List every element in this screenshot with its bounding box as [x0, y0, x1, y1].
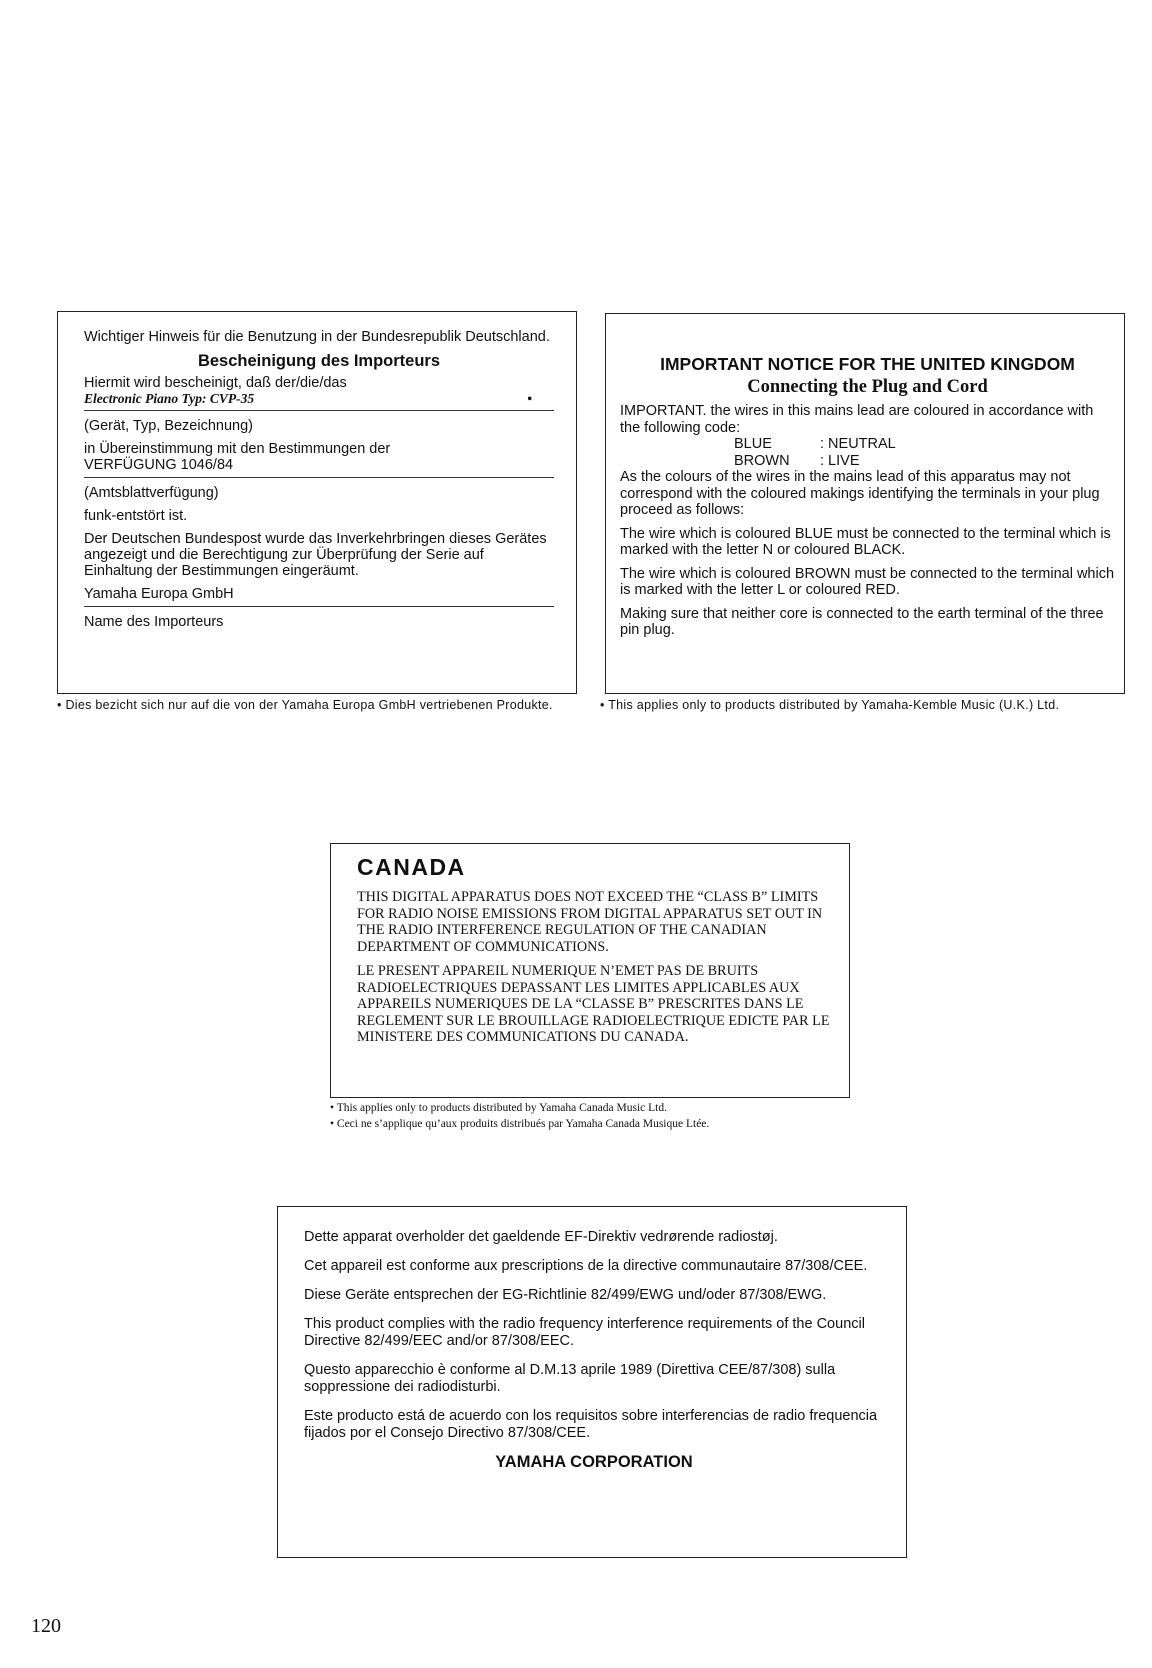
uk-paragraph-blue: The wire which is coloured BLUE must be connected to the terminal which is marked with the letter N or coloured BLACK. [620, 525, 1111, 558]
uk-paragraph-code: IMPORTANT. the wires in this mains lead are coloured in accordance with the following code: [620, 403, 1094, 436]
german-gazette-caption: (Amtsblattverfügung) [84, 485, 219, 501]
canada-french-text: LE PRESENT APPAREIL NUMERIQUE N’EMET PAS DE BRUITS RADIOELECTRIQUES DEPASSANT LES LIMITES APPLICABLES AUX APPAREILS NUMERIQUES DE LA “CLASSE B” PRESCRITES DANS LE REGLEMENT SUR LE BROUILLAGE RADIOELECTRIQUE EDICTE PAR LE MINISTERE DES COMMUNICATIONS DU CANADA. [357, 963, 830, 1045]
german-certify-line: Hiermit wird bescheinigt, daß der/die/das [84, 375, 347, 391]
eu-danish-text: Dette apparat overholder det gaeldende EF-Direktiv vedrørende radiostøj. [304, 1229, 778, 1245]
german-regulation-field: VERFÜGUNG 1046/84 [84, 457, 554, 478]
wire-meaning: : NEUTRAL [820, 436, 896, 452]
german-importer-caption: Name des Importeurs [84, 614, 224, 630]
uk-notice-heading: IMPORTANT NOTICE FOR THE UNITED KINGDOM [660, 354, 1075, 374]
canada-note-english: • This applies only to products distributed by Yamaha Canada Music Ltd. [330, 1102, 667, 1114]
wire-color: BLUE [734, 436, 772, 452]
wire-code-row [620, 436, 1115, 453]
eu-spanish-text: Este producto está de acuerdo con los requisitos sobre interferencias de radio frequencia fijados por el Consejo Directivo 87/308/CEE. [304, 1408, 878, 1441]
uk-notice-subheading: Connecting the Plug and Cord [747, 376, 988, 397]
german-post-notice: Der Deutschen Bundespost wurde das Inverkehrbringen dieses Gerätes angezeigt und die Berechtigung zur Überprüfung der Serie auf Einhaltung der Bestimmungen eingeräumt. [84, 531, 547, 579]
uk-notice-box [605, 313, 1125, 694]
canada-note-french: • Ceci ne s’applique qu’aux produits distribués par Yamaha Canada Musique Ltée. [330, 1118, 710, 1130]
canada-notice-box [330, 843, 850, 1098]
german-field-dot: • [527, 391, 532, 406]
wire-code-row [620, 453, 1115, 470]
wire-color: BROWN [734, 452, 790, 469]
eu-french-text: Cet appareil est conforme aux prescriptions de la directive communautaire 87/308/CEE. [304, 1258, 868, 1274]
german-intro-text: Wichtiger Hinweis für die Benutzung in der Bundesrepublik Deutschland. [84, 329, 550, 345]
eu-english-text: This product complies with the radio frequency interference requirements of the Council Directive 82/499/EEC and/or 87/308/EEC. [304, 1316, 865, 1349]
uk-paragraph-colours: As the colours of the wires in the mains lead of this apparatus may not correspond with the coloured makings identifying the terminals in your plug proceed as follows: [620, 469, 1100, 518]
canada-english-text: THIS DIGITAL APPARATUS DOES NOT EXCEED THE “CLASS B” LIMITS FOR RADIO NOISE EMISSIONS FROM DIGITAL APPARATUS SET OUT IN THE RADIO INTERFERENCE REGULATION OF THE CANADIAN DEPARTMENT OF COMMUNICATIONS. [357, 889, 823, 955]
german-product-value: Electronic Piano Typ: CVP-35 [84, 391, 255, 406]
german-conformity-text: in Übereinstimmung mit den Bestimmungen der [84, 441, 391, 457]
german-certificate-heading: Bescheinigung des Importeurs [197, 352, 441, 370]
german-interference-text: funk-entstört ist. [84, 508, 188, 524]
page-number: 120 [31, 1615, 61, 1637]
uk-paragraph-earth: Making sure that neither core is connected to the earth terminal of the three pin plug. [620, 605, 1104, 638]
eu-italian-text: Questo apparecchio è conforme al D.M.13 aprile 1989 (Direttiva CEE/87/308) sulla soppressione dei radiodisturbi. [304, 1362, 836, 1395]
wire-meaning: : LIVE [820, 452, 860, 469]
german-product-field [84, 391, 554, 411]
german-footnote: • Dies bezicht sich nur auf die von der Yamaha Europa GmbH vertriebenen Produkte. [57, 698, 553, 712]
yamaha-corporation-label: YAMAHA CORPORATION [495, 1453, 693, 1471]
eu-directive-box [277, 1206, 907, 1558]
german-device-caption: (Gerät, Typ, Bezeichnung) [84, 418, 253, 434]
eu-german-text: Diese Geräte entsprechen der EG-Richtlinie 82/499/EWG und/oder 87/308/EWG. [304, 1287, 827, 1303]
german-importer-field: Yamaha Europa GmbH [84, 586, 554, 607]
uk-paragraph-brown: The wire which is coloured BROWN must be connected to the terminal which is marked with the letter L or coloured RED. [620, 565, 1115, 598]
german-importer-certificate-box [57, 311, 577, 694]
canada-heading: CANADA [357, 854, 466, 880]
uk-footnote: • This applies only to products distributed by Yamaha-Kemble Music (U.K.) Ltd. [600, 698, 1060, 712]
